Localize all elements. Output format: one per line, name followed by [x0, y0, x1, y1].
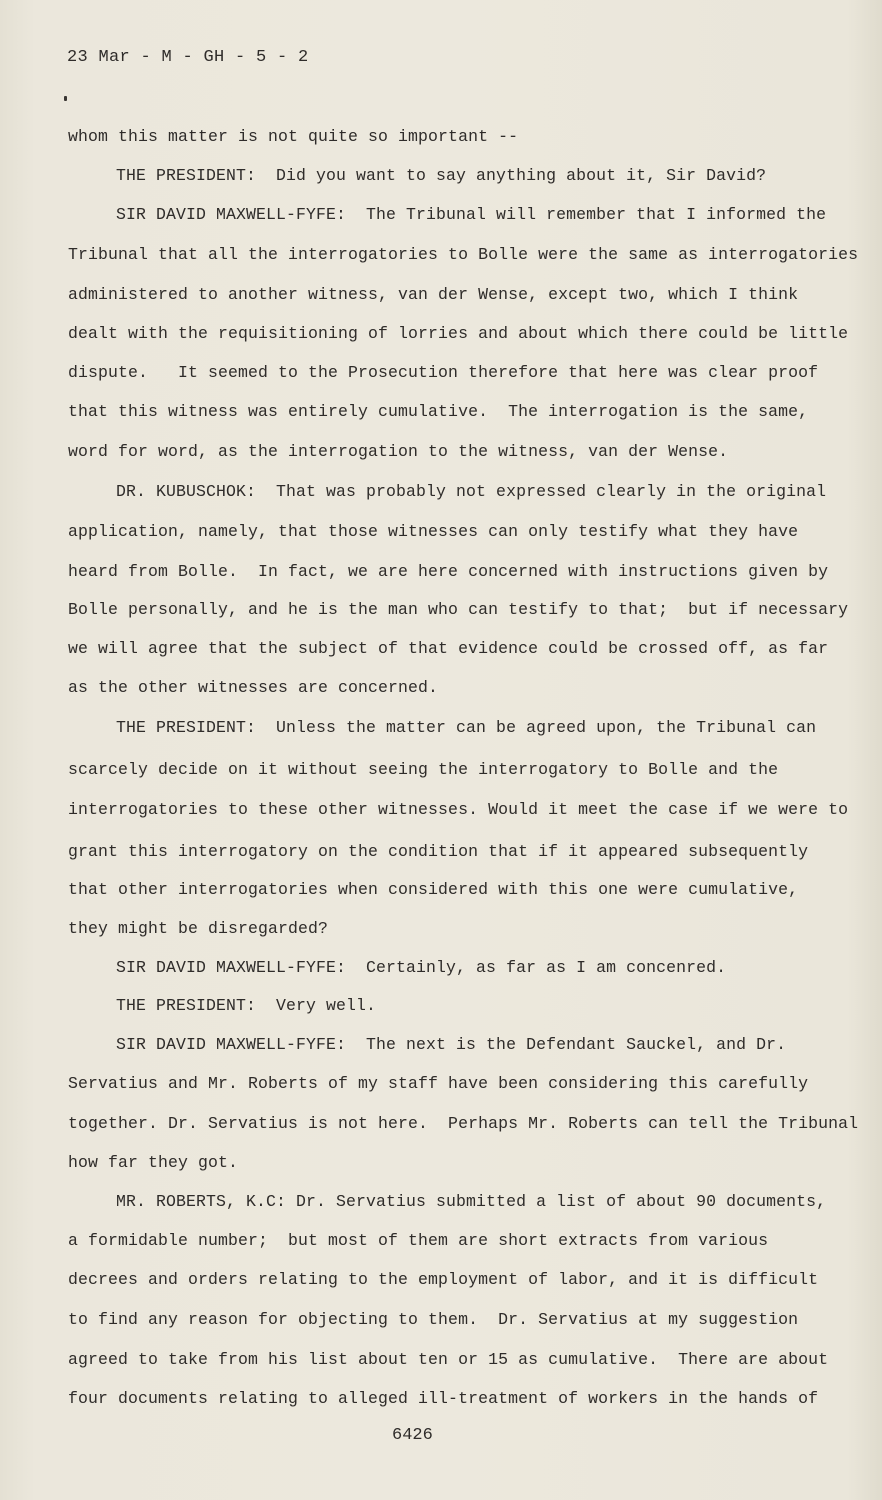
- page-number: 6426: [392, 1426, 433, 1445]
- text-line: that this witness was entirely cumulative. The interrogation is the same,: [68, 402, 809, 421]
- page-header: 23 Mar - M - GH - 5 - 2: [67, 48, 309, 67]
- text-line: grant this interrogatory on the condition that if it appeared subsequently: [68, 842, 809, 861]
- text-line: administered to another witness, van der Wense, except two, which I think: [68, 285, 799, 304]
- text-line: Bolle personally, and he is the man who can testify to that; but if necessary: [68, 600, 849, 619]
- text-line: how far they got.: [68, 1153, 239, 1172]
- text-line: SIR DAVID MAXWELL-FYFE: The Tribunal will remember that I informed the: [116, 205, 827, 224]
- text-line: we will agree that the subject of that evidence could be crossed off, as far: [68, 639, 829, 658]
- text-line: DR. KUBUSCHOK: That was probably not expressed clearly in the original: [116, 482, 827, 501]
- text-line: THE PRESIDENT: Very well.: [116, 996, 377, 1015]
- text-line: together. Dr. Servatius is not here. Perhaps Mr. Roberts can tell the Tribunal: [68, 1114, 859, 1133]
- text-line: dealt with the requisitioning of lorries and about which there could be little: [68, 324, 849, 343]
- text-line: four documents relating to alleged ill-treatment of workers in the hands of: [68, 1389, 819, 1408]
- text-line: dispute. It seemed to the Prosecution therefore that here was clear proof: [68, 363, 819, 382]
- text-line: whom this matter is not quite so important --: [68, 127, 519, 146]
- text-line: word for word, as the interrogation to the witness, van der Wense.: [68, 442, 729, 461]
- text-line: THE PRESIDENT: Unless the matter can be agreed upon, the Tribunal can: [116, 718, 817, 737]
- text-line: Servatius and Mr. Roberts of my staff have been considering this carefully: [68, 1074, 809, 1093]
- text-line: application, namely, that those witnesses can only testify what they have: [68, 522, 799, 541]
- text-line: SIR DAVID MAXWELL-FYFE: The next is the Defendant Sauckel, and Dr.: [116, 1035, 787, 1054]
- text-line: as the other witnesses are concerned.: [68, 678, 439, 697]
- text-line: they might be disregarded?: [68, 919, 329, 938]
- text-line: interrogatories to these other witnesses. Would it meet the case if we were to: [68, 800, 849, 819]
- text-line: agreed to take from his list about ten or 15 as cumulative. There are about: [68, 1350, 829, 1369]
- text-line: SIR DAVID MAXWELL-FYFE: Certainly, as far as I am concenred.: [116, 958, 727, 977]
- text-line: that other interrogatories when considered with this one were cumulative,: [68, 880, 799, 899]
- text-line: MR. ROBERTS, K.C: Dr. Servatius submitted a list of about 90 documents,: [116, 1192, 827, 1211]
- text-line: THE PRESIDENT: Did you want to say anything about it, Sir David?: [116, 166, 767, 185]
- text-line: Tribunal that all the interrogatories to Bolle were the same as interrogatories: [68, 245, 859, 264]
- text-line: a formidable number; but most of them are short extracts from various: [68, 1231, 769, 1250]
- text-line: heard from Bolle. In fact, we are here concerned with instructions given by: [68, 562, 829, 581]
- text-line: decrees and orders relating to the employment of labor, and it is difficult: [68, 1270, 819, 1289]
- text-line: scarcely decide on it without seeing the interrogatory to Bolle and the: [68, 760, 779, 779]
- text-line: to find any reason for objecting to them. Dr. Servatius at my suggestion: [68, 1310, 799, 1329]
- ink-mark: [64, 96, 67, 101]
